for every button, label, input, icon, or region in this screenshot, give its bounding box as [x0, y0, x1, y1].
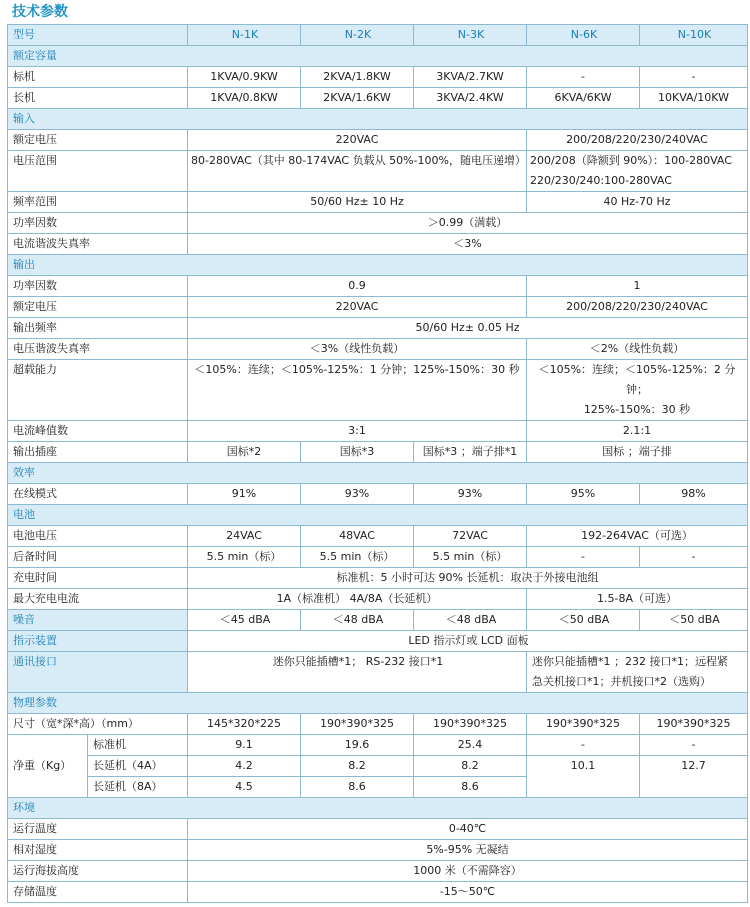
section-row [8, 463, 748, 484]
section-row [8, 109, 748, 130]
section-row [8, 610, 748, 631]
section-noise: 噪音 [8, 610, 188, 631]
table-row [8, 88, 748, 109]
row-label: 后备时间 [8, 547, 188, 568]
cell: ＜3% [188, 234, 748, 255]
cell: -15～50℃ [188, 882, 748, 903]
cell: ＜48 dBA [414, 610, 527, 631]
table-row [8, 276, 748, 297]
table-row [8, 360, 748, 421]
cell: - [527, 547, 640, 568]
row-label: 存储温度 [8, 882, 188, 903]
table-row [8, 735, 748, 756]
table-row [8, 840, 748, 861]
cell: 192-264VAC（可选） [527, 526, 748, 547]
model-n1k: N-1K [188, 25, 301, 46]
cell: 50/60 Hz± 10 Hz [188, 192, 527, 213]
section-efficiency: 效率 [8, 463, 748, 484]
cell: - [527, 735, 640, 756]
cell: 8.2 [414, 756, 527, 777]
cell: ＞0.99（满载） [188, 213, 748, 234]
cell: 6KVA/6KW [527, 88, 640, 109]
cell: 8.2 [301, 756, 414, 777]
section-row [8, 255, 748, 276]
cell: 40 Hz-70 Hz [527, 192, 748, 213]
row-label: 标机 [8, 67, 188, 88]
model-n10k: N-10K [640, 25, 748, 46]
table-row [8, 67, 748, 88]
cell: 4.2 [188, 756, 301, 777]
row-label: 运行温度 [8, 819, 188, 840]
cell: 0-40℃ [188, 819, 748, 840]
table-row [8, 421, 748, 442]
cell: 10.1 [527, 756, 640, 798]
cell: 8.6 [414, 777, 527, 798]
cell: ＜105%：连续；＜105%-125%：1 分钟；125%-150%：30 秒 [188, 360, 527, 421]
cell: ＜2%（线性负载） [527, 339, 748, 360]
cell: 190*390*325 [527, 714, 640, 735]
row-label: 额定电压 [8, 297, 188, 318]
row-label: 电流峰值数 [8, 421, 188, 442]
cell: 3KVA/2.4KW [414, 88, 527, 109]
cell: 5.5 min（标） [301, 547, 414, 568]
table-row [8, 756, 748, 777]
cell: - [527, 67, 640, 88]
row-sublabel: 标准机 [88, 735, 188, 756]
cell: - [640, 67, 748, 88]
cell-line: 125%-150%：30 秒 [583, 403, 691, 416]
cell: 200/208/220/230/240VAC [527, 297, 748, 318]
cell: 24VAC [188, 526, 301, 547]
cell: 1A（标准机） 4A/8A（长延机） [188, 589, 527, 610]
row-sublabel: 长延机（4A） [88, 756, 188, 777]
cell: 220VAC [188, 297, 527, 318]
cell: ＜3%（线性负载） [188, 339, 527, 360]
cell: 80-280VAC（其中 80-174VAC 负载从 50%-100%，随电压递增） [188, 151, 527, 192]
cell: 4.5 [188, 777, 301, 798]
cell: 48VAC [301, 526, 414, 547]
cell: 国标*2 [188, 442, 301, 463]
row-label: 充电时间 [8, 568, 188, 589]
table-row [8, 861, 748, 882]
row-label: 相对湿度 [8, 840, 188, 861]
cell: ＜48 dBA [301, 610, 414, 631]
cell: 190*390*325 [414, 714, 527, 735]
model-n3k: N-3K [414, 25, 527, 46]
cell: 国标 ；端子排 [527, 442, 748, 463]
cell: 2.1:1 [527, 421, 748, 442]
row-label: 输出插座 [8, 442, 188, 463]
row-label: 功率因数 [8, 213, 188, 234]
cell: 5.5 min（标） [414, 547, 527, 568]
row-label: 频率范围 [8, 192, 188, 213]
cell: - [640, 547, 748, 568]
section-row [8, 46, 748, 67]
cell: 5.5 min（标） [188, 547, 301, 568]
cell: 190*390*325 [301, 714, 414, 735]
table-row [8, 568, 748, 589]
section-rated-capacity: 额定容量 [8, 46, 748, 67]
cell: - [640, 735, 748, 756]
cell-line: 迷你只能插槽*1 ；232 接口*1；远程紧 [532, 655, 728, 668]
cell: 19.6 [301, 735, 414, 756]
cell: 220VAC [188, 130, 527, 151]
row-label: 电流谐波失真率 [8, 234, 188, 255]
cell: 2KVA/1.8KW [301, 67, 414, 88]
cell: 50/60 Hz± 0.05 Hz [188, 318, 748, 339]
cell: 98% [640, 484, 748, 505]
table-row [8, 714, 748, 735]
cell-line: 急关机接口*1；并机接口*2（选购） [532, 675, 711, 688]
section-row [8, 505, 748, 526]
cell: 1KVA/0.9KW [188, 67, 301, 88]
table-row [8, 297, 748, 318]
cell: 5%-95% 无凝结 [188, 840, 748, 861]
cell: 迷你只能插槽*1； RS-232 接口*1 [188, 652, 527, 693]
table-row [8, 318, 748, 339]
section-physical: 物理参数 [8, 693, 748, 714]
cell: ＜50 dBA [640, 610, 748, 631]
cell: 12.7 [640, 756, 748, 798]
cell: 9.1 [188, 735, 301, 756]
model-n2k: N-2K [301, 25, 414, 46]
row-label: 功率因数 [8, 276, 188, 297]
row-label: 超载能力 [8, 360, 188, 421]
row-label: 输出频率 [8, 318, 188, 339]
cell: 国标*3 [301, 442, 414, 463]
cell: 95% [527, 484, 640, 505]
cell: 标准机：5 小时可达 90% 长延机：取决于外接电池组 [188, 568, 748, 589]
cell: 3KVA/2.7KW [414, 67, 527, 88]
section-row [8, 631, 748, 652]
cell [527, 652, 748, 693]
cell: ＜50 dBA [527, 610, 640, 631]
table-row [8, 192, 748, 213]
cell: 1KVA/0.8KW [188, 88, 301, 109]
cell: 72VAC [414, 526, 527, 547]
cell: 2KVA/1.6KW [301, 88, 414, 109]
cell: 0.9 [188, 276, 527, 297]
cell-line: 220/230/240:100-280VAC [530, 174, 672, 187]
cell: 93% [301, 484, 414, 505]
cell: 3:1 [188, 421, 527, 442]
cell: 25.4 [414, 735, 527, 756]
page-title: 技术参数 [12, 4, 68, 20]
row-label: 电压谐波失真率 [8, 339, 188, 360]
table-row [8, 234, 748, 255]
cell: 1.5-8A（可选） [527, 589, 748, 610]
table-row [8, 213, 748, 234]
table-row [8, 819, 748, 840]
row-label: 电池电压 [8, 526, 188, 547]
row-label: 净重（Kg） [8, 735, 88, 798]
section-row [8, 652, 748, 693]
row-label: 额定电压 [8, 130, 188, 151]
model-label: 型号 [8, 25, 188, 46]
row-label: 在线模式 [8, 484, 188, 505]
cell: 145*320*225 [188, 714, 301, 735]
cell: 93% [414, 484, 527, 505]
row-sublabel: 长延机（8A） [88, 777, 188, 798]
row-label: 最大充电电流 [8, 589, 188, 610]
cell [527, 360, 748, 421]
spec-table [7, 24, 748, 903]
cell-line: 200/208（降额到 90%）：100-280VAC [530, 154, 732, 167]
table-row [8, 339, 748, 360]
section-output: 输出 [8, 255, 748, 276]
cell: 国标*3 ；端子排*1 [414, 442, 527, 463]
cell: 10KVA/10KW [640, 88, 748, 109]
table-row [8, 151, 748, 192]
cell: 190*390*325 [640, 714, 748, 735]
table-row [8, 882, 748, 903]
cell [527, 151, 748, 192]
table-row [8, 130, 748, 151]
model-header-row [8, 25, 748, 46]
cell: ＜45 dBA [188, 610, 301, 631]
cell: 200/208/220/230/240VAC [527, 130, 748, 151]
table-row [8, 547, 748, 568]
cell: 1 [527, 276, 748, 297]
section-environment: 环境 [8, 798, 748, 819]
table-row [8, 484, 748, 505]
row-label: 电压范围 [8, 151, 188, 192]
section-comm: 通讯接口 [8, 652, 188, 693]
row-label: 运行海拔高度 [8, 861, 188, 882]
section-battery: 电池 [8, 505, 748, 526]
cell: 91% [188, 484, 301, 505]
cell: 1000 米（不需降容） [188, 861, 748, 882]
table-row [8, 589, 748, 610]
section-input: 输入 [8, 109, 748, 130]
row-label: 尺寸（宽*深*高）（mm） [8, 714, 188, 735]
row-label: 长机 [8, 88, 188, 109]
cell-line: ＜105%：连续；＜105%-125%：2 分钟； [538, 363, 736, 396]
cell: 8.6 [301, 777, 414, 798]
section-row [8, 798, 748, 819]
model-n6k: N-6K [527, 25, 640, 46]
table-row [8, 526, 748, 547]
cell: LED 指示灯或 LCD 面板 [188, 631, 748, 652]
table-row [8, 442, 748, 463]
section-row [8, 693, 748, 714]
section-indicator: 指示装置 [8, 631, 188, 652]
